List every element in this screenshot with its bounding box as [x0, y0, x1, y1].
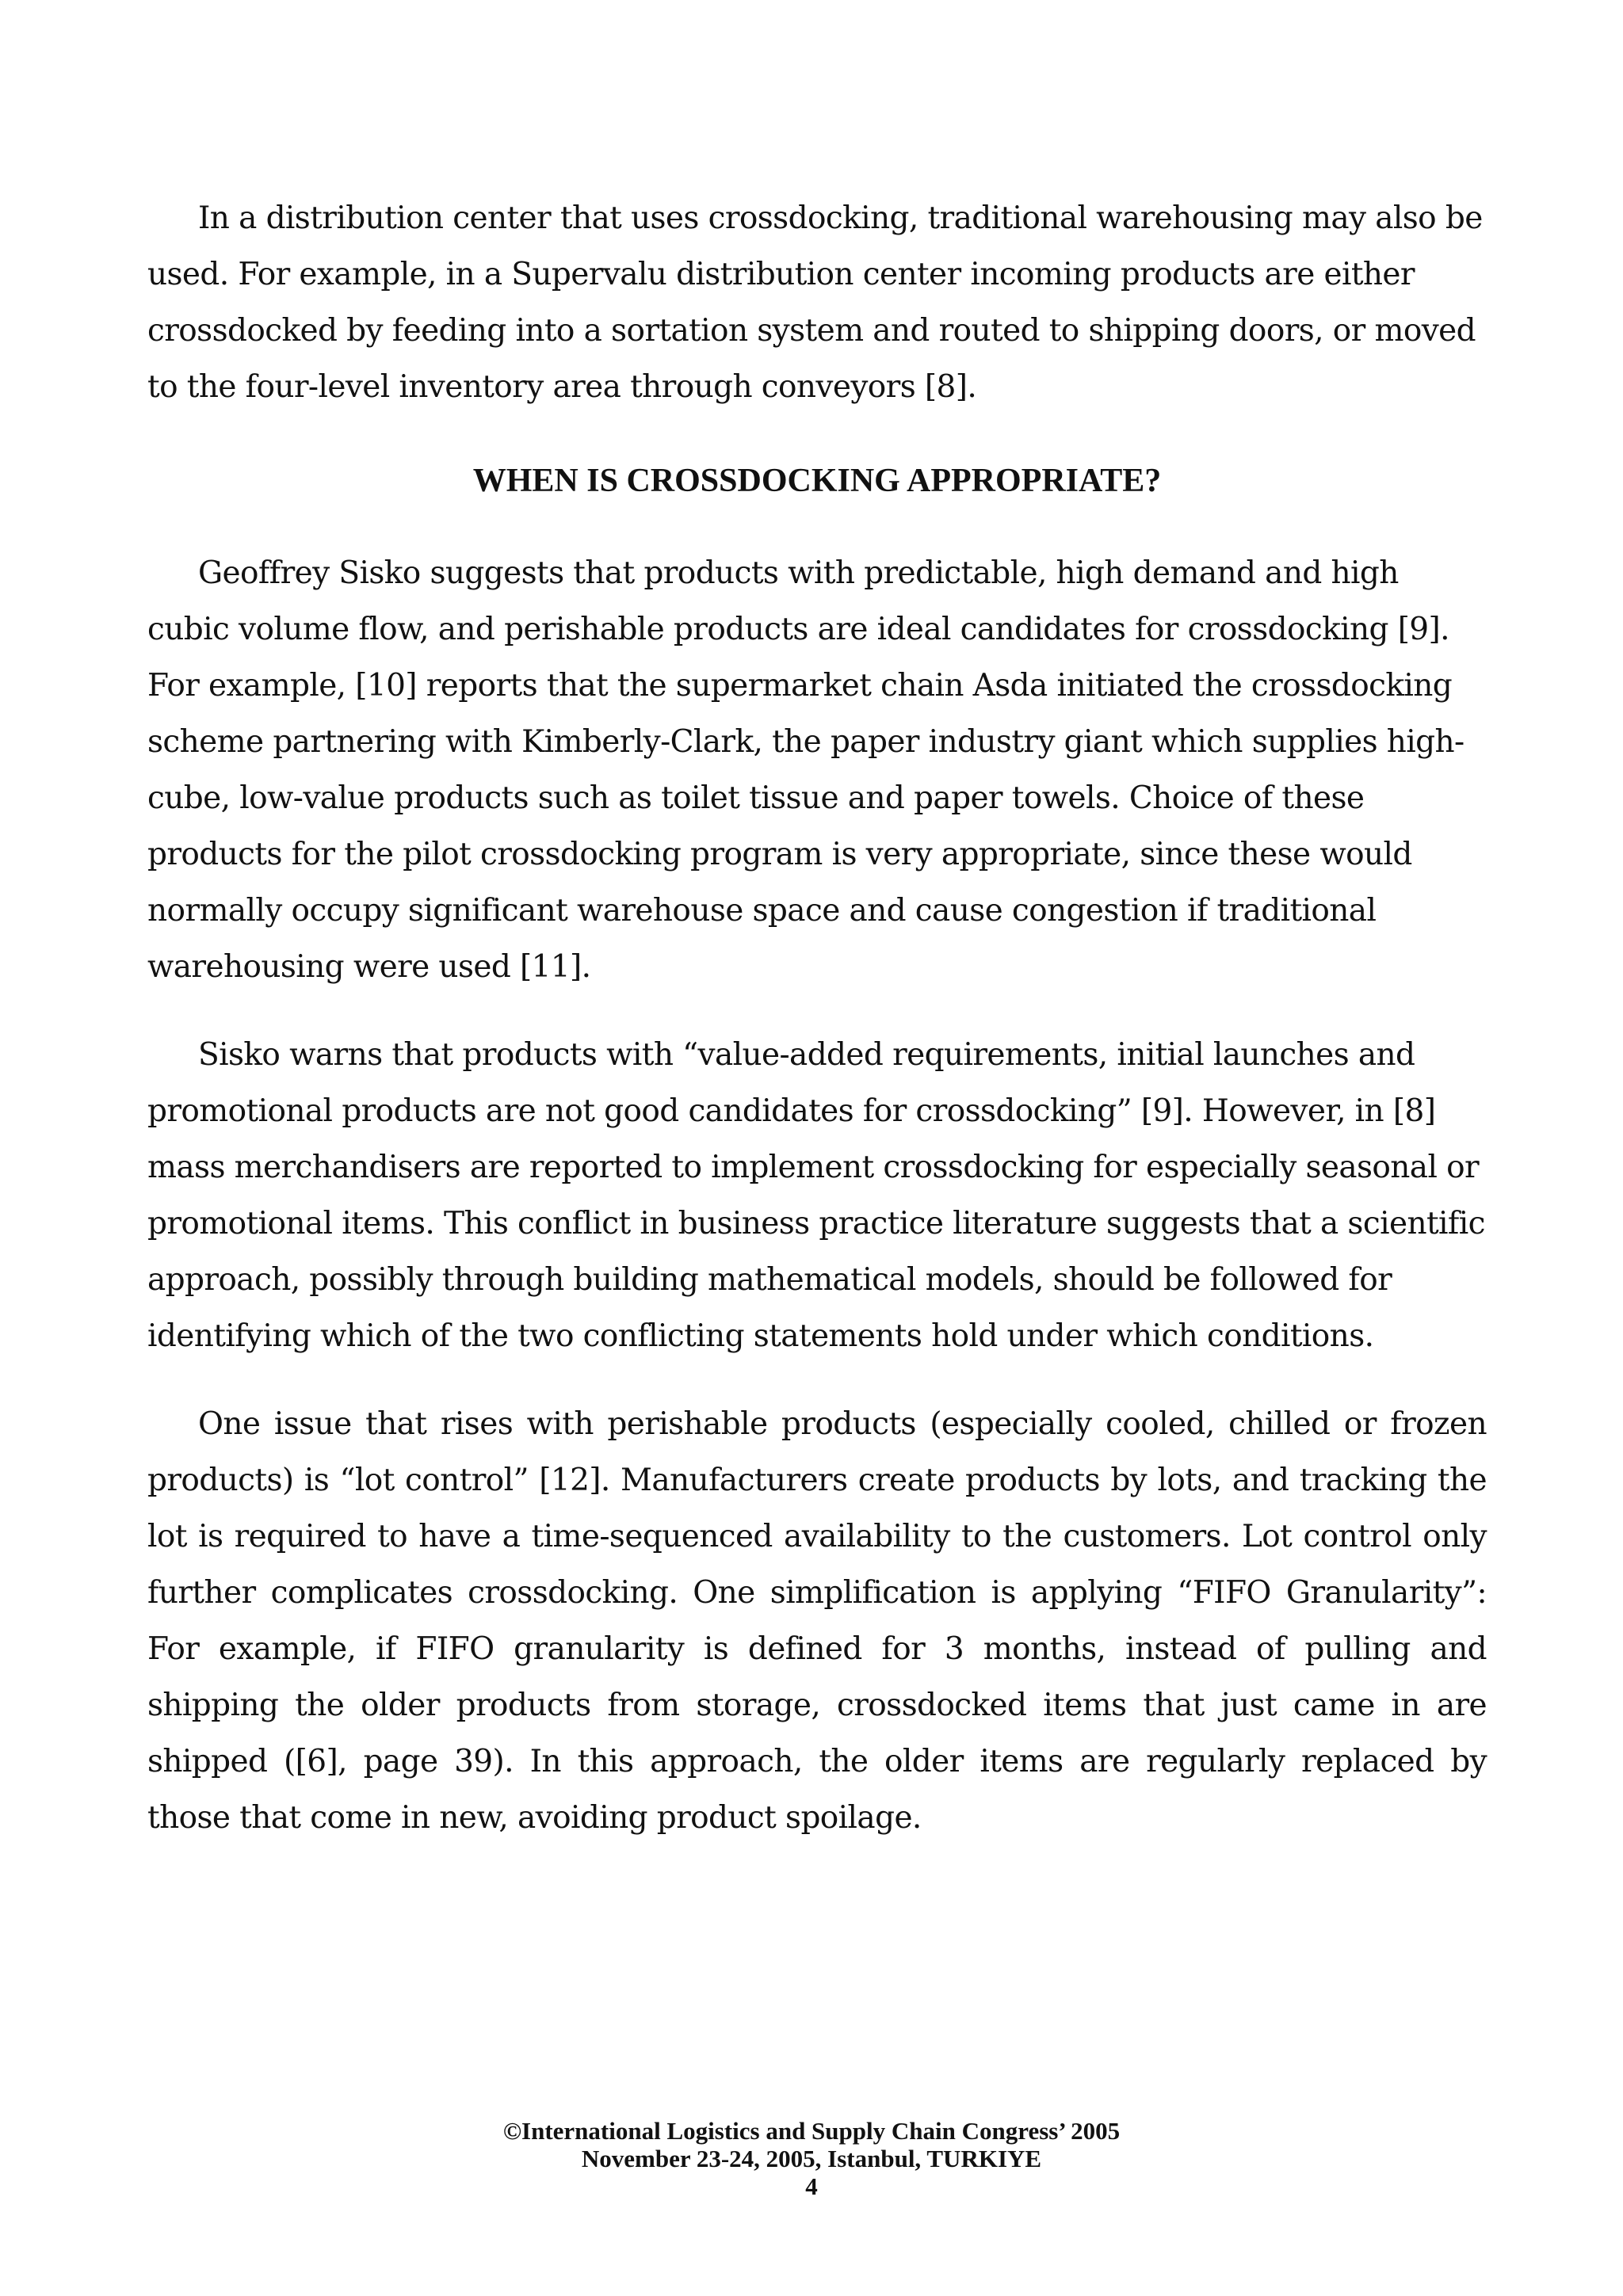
paragraph-crossdocking-traditional: In a distribution center that uses crossdocking, traditional warehousing may also be used. For example, in a Supervalu distribution center incoming products are either crossdocked by feeding into a sortation system and routed to shipping doors, or moved to the four-level inventory area through conveyors [8].: [147, 200, 1483, 405]
body-text: [147, 190, 1487, 1878]
footer-copyright: ©International Logistics and Supply Chain Congress’ 2005: [502, 2117, 1121, 2145]
paragraph-ideal-candidates: Geoffrey Sisko suggests that products with predictable, high demand and high cubic volume flow, and perishable products are ideal candidates for crossdocking [9]. For example, [10] reports that the supermarket chain Asda initiated the crossdocking scheme partnering with Kimberly-Clark, the paper industry giant which supplies high-cube, low-value products such as toilet tissue and paper towels. Choice of these products for the pilot crossdocking program is very appropriate, since these would normally occupy significant warehouse space and cause congestion if traditional warehousing were used [11].: [147, 555, 1465, 985]
page-footer: [0, 2117, 1623, 2200]
page-number: 4: [805, 2172, 818, 2200]
section-heading: WHEN IS CROSSDOCKING APPROPRIATE?: [472, 463, 1162, 499]
footer-date-location: November 23-24, 2005, Istanbul, TURKIYE: [581, 2145, 1042, 2172]
paragraph-lot-control: One issue that rises with perishable products (especially cooled, chilled or frozen products) is “lot control” [12]. Manufacturers create products by lots, and tracking the lot is required to have a time-sequenced availability to the customers. Lot control only further complicates crossdocking. One simplification is applying “FIFO Granularity”: For example, if FIFO granularity is defined for 3 months, instead of pulling and shipping the older products from storage, crossdocked items that just came in are shipped ([6], page 39). In this approach, the older items are regularly replaced by those that come in new, avoiding product spoilage.: [147, 1406, 1487, 1836]
paragraph-sisko-warning: Sisko warns that products with “value-added requirements, initial launches and promotional products are not good candidates for crossdocking” [9]. However, in [8] mass merchandisers are reported to implement crossdocking for especially seasonal or promotional items. This conflict in business practice literature suggests that a scientific approach, possibly through building mathematical models, should be followed for identifying which of the two conflicting statements hold under which conditions.: [147, 1037, 1485, 1354]
